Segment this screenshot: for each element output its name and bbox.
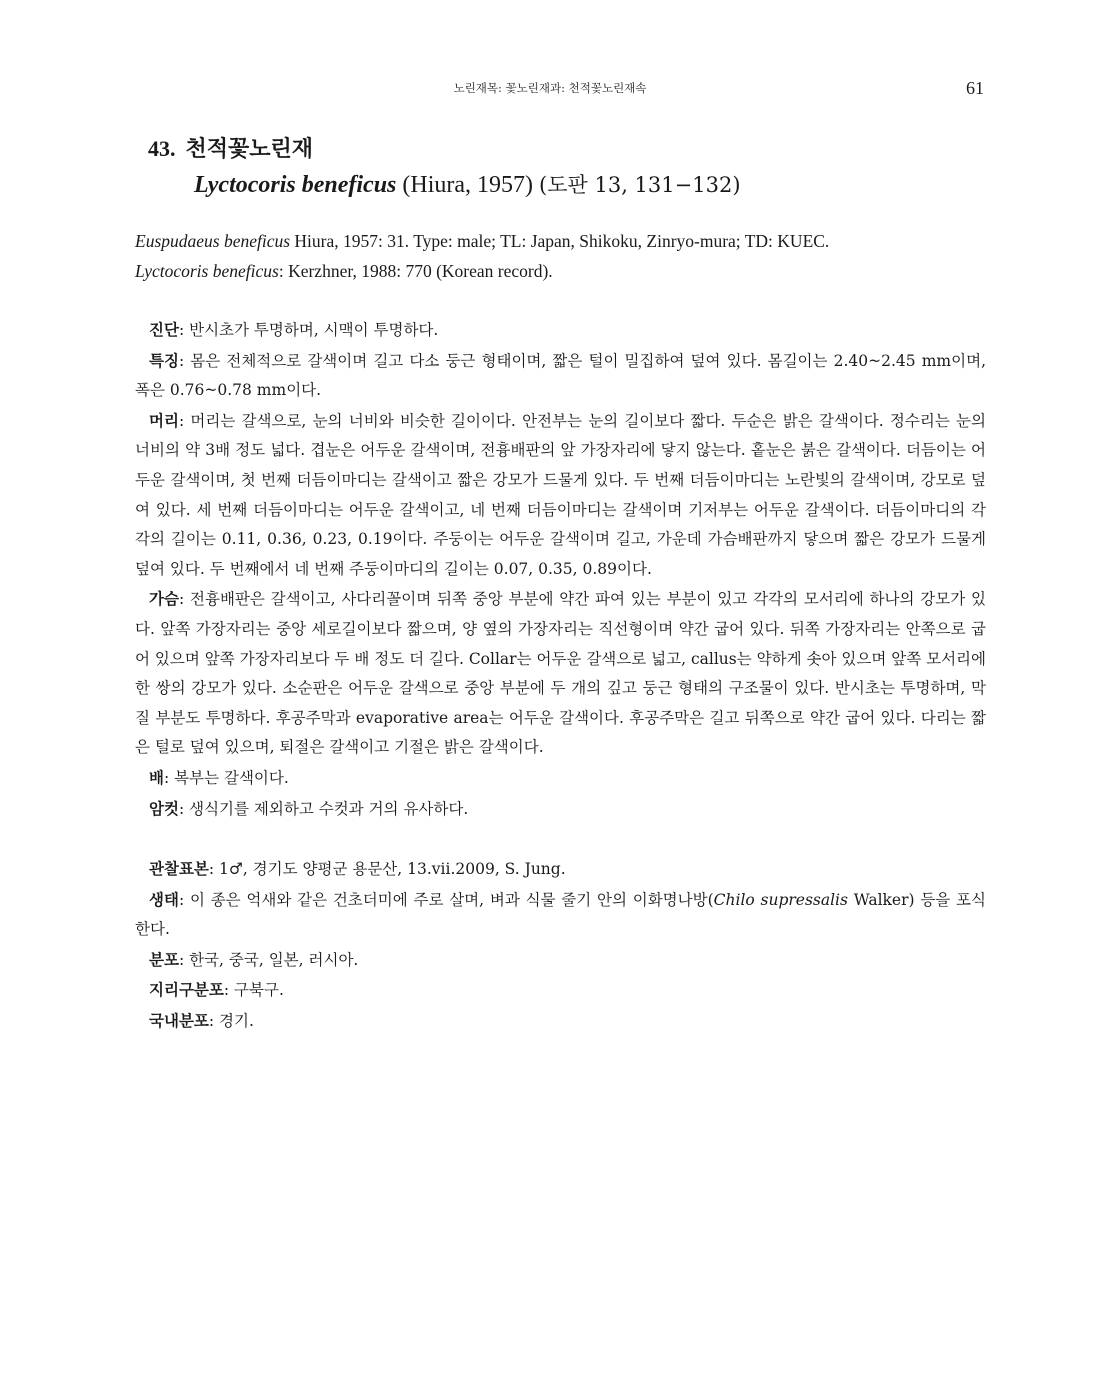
korean-name: 천적꽃노린재	[185, 136, 314, 162]
thorax-paragraph	[135, 584, 986, 763]
synonymy	[135, 226, 985, 286]
plate-reference: (도판 13, 131−132)	[539, 173, 741, 197]
section-label: 관찰표본	[149, 859, 209, 879]
korean-distribution-paragraph	[135, 1006, 986, 1037]
section-text: : 1♂, 경기도 양평군 용문산, 13.vii.2009, S. Jung.	[208, 860, 566, 879]
section-text: : 전흉배판은 갈색이고, 사다리꼴이며 뒤쪽 중앙 부분에 약간 파여 있는 부분이 있고 각각의 모서리에 하나의 강모가 있다. 앞쪽 가장자리는 중앙 세로길이보다 짧으며, 양 옆의 가장자리는 직선형이며 약간 굽어 있다. 뒤쪽 가장자리는 안쪽으로 굽어 있으며 앞쪽 가장자리보다 두 배 정도 더 길다. Collar는 어두운 갈색으로 넓고, callus는 약하게 솟아 있으며 앞쪽 모서리에 한 쌍의 강모가 있다. 소순판은 어두운 갈색으로 중앙 부분에 두 개의 깊고 둥근 형태의 구조물이 있다. 반시초는 투명하며, 막질 부분도 투명하다. 후공주막과 evaporative area는 어두운 갈색이다. 후공주막은 길고 뒤쪽으로 약간 굽어 있다. 다리는 짧은 털로 덮여 있으며, 퇴절은 갈색이고 기절은 밝은 갈색이다.	[135, 590, 986, 757]
female-paragraph	[135, 794, 986, 825]
characteristics-paragraph	[135, 346, 986, 406]
section-text: : 구북구.	[223, 981, 284, 1000]
section-text: : 복부는 갈색이다.	[163, 768, 289, 787]
spacer	[135, 824, 986, 854]
section-label: 생태	[149, 889, 179, 909]
zoogeography-paragraph	[135, 975, 986, 1006]
synonym-text: Hiura, 1957: 31. Type: male; TL: Japan, Shikoku, Zinryo-mura; TD: KUEC.	[290, 231, 830, 251]
head-paragraph	[135, 406, 986, 585]
synonym-line	[135, 256, 985, 286]
section-label: 머리	[149, 410, 179, 430]
abdomen-paragraph	[135, 763, 986, 794]
section-text: : 이 종은 억새와 같은 건초더미에 주로 살며, 벼과 식물 줄기 안의 이화명나방(	[178, 890, 714, 909]
running-head: 노린재목: 꽃노린재과: 천적꽃노린재속	[453, 81, 647, 95]
section-text: : 몸은 전체적으로 갈색이며 길고 다소 둥근 형태이며, 짧은 털이 밀집하여 덮여 있다. 몸길이는 2.40~2.45 mm이며, 폭은 0.76~0.78 mm이다.	[135, 351, 986, 400]
distribution-paragraph	[135, 945, 986, 976]
section-text: : 한국, 중국, 일본, 러시아.	[178, 950, 359, 969]
section-label: 가슴	[149, 589, 179, 609]
ecology-paragraph	[135, 885, 986, 945]
synonym-name: Euspudaeus beneficus	[135, 231, 291, 251]
species-number: 43.	[148, 136, 176, 161]
description-body	[135, 315, 986, 1037]
specimens-paragraph	[135, 854, 986, 885]
title-korean	[148, 134, 978, 164]
species-title	[148, 134, 978, 202]
section-label: 국내분포	[149, 1011, 209, 1031]
scientific-name: Lyctocoris beneficus	[194, 172, 397, 198]
section-label: 배	[149, 767, 164, 787]
synonym-text: : Kerzhner, 1988: 770 (Korean record).	[278, 261, 553, 281]
synonym-line	[135, 226, 985, 256]
section-text: : 머리는 갈색으로, 눈의 너비와 비슷한 길이이다. 안전부는 눈의 길이보다 짧다. 두순은 밝은 갈색이다. 정수리는 눈의 너비의 약 3배 정도 넓다. 겹눈은 어두운 갈색이며, 전흉배판의 앞 가장자리에 닿지 않는다. 홑눈은 붉은 갈색이다. 더듬이는 어두운 갈색이며, 첫 번째 더듬이마디는 갈색이고 짧은 강모가 드물게 있다. 두 번째 더듬이마디는 노란빛의 갈색이며, 강모로 덮여 있다. 세 번째 더듬이마디는 어두운 갈색이고, 네 번째 더듬이마디는 갈색이며 기저부는 어두운 갈색이다. 더듬이마디의 각각의 길이는 0.11, 0.36, 0.23, 0.19이다. 주둥이는 어두운 갈색이며 길고, 가운데 가슴배판까지 닿으며 짧은 강모가 드물게 덮여 있다. 두 번째에서 네 번째 주둥이마디의 길이는 0.07, 0.35, 0.89이다.	[135, 411, 986, 578]
synonym-name: Lyctocoris beneficus	[135, 261, 279, 281]
section-text: : 생식기를 제외하고 수컷과 거의 유사하다.	[178, 799, 469, 818]
section-label: 분포	[149, 949, 179, 969]
section-text: : 반시초가 투명하며, 시맥이 투명하다.	[178, 321, 439, 339]
section-label: 진단	[149, 320, 179, 339]
section-label: 암컷	[149, 798, 179, 818]
page-number: 61	[966, 78, 984, 98]
title-scientific	[194, 168, 978, 202]
section-text: Walker) 등을 포식한다.	[135, 890, 986, 939]
host-species: Chilo supressalis	[713, 890, 848, 909]
section-label: 지리구분포	[149, 980, 224, 1000]
section-text: : 경기.	[208, 1012, 254, 1031]
section-label: 특징	[149, 350, 179, 370]
authority: (Hiura, 1957)	[402, 172, 534, 198]
diagnosis-paragraph	[135, 315, 986, 346]
